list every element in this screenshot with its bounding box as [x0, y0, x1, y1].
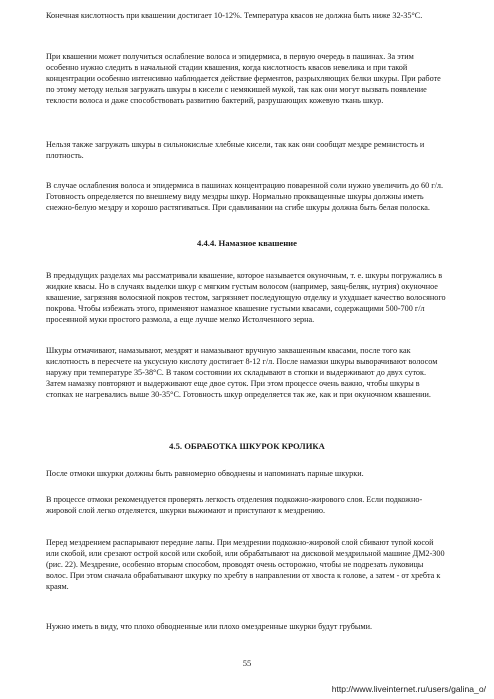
- watermark-url: http://www.liveinternet.ru/users/galina_o/: [331, 684, 486, 694]
- paragraph: При квашении может получиться ослабление волоса и эпидермиса, в первую очередь в пашинах. За этим особенно нужно следить в начальной стадии квашения, когда кислотность квасов невелика и при такой концентрации особенно интенсивно наблюдается действие ферментов, разрыхляющих белки шкуры. При работе по этому методу нельзя загружать шкуры в кисели с немякишей мукой, так как они могут вызвать появление теклости волоса и даже способствовать развитию бактерий, разрушающих кожевую ткань шкур.: [46, 52, 441, 106]
- paragraph: Нужно иметь в виду, что плохо обводненные или плохо омездренные шкурки будут грубыми.: [46, 622, 373, 632]
- paragraph: В случае ослабления волоса и эпидермиса в пашинах концентрацию поваренной соли нужно увеличить до 60 г/л. Готовность определяется по внешнему виду мездры шкур. Нормально прокващенные шкуры должны иметь снежно-белую мездру и хорошо растягиваться. При сдавливании на сгибе шкуры должна быть белая полоска.: [46, 181, 443, 213]
- paragraph: Шкуры отмачивают, намазывают, мездрят и намазывают вручную заквашенным квасами, после того как кислотность в пересчете на уксусную кислоту достигает 8-12 г/л. После намазки шкуры выворачивают волосом наружу при температуре 35-38°С. В таком состоянии их складывают в стопки и выдерживают до двух суток. Затем намазку повторяют и выдерживают еще двое суток. При этом процессе очень важно, чтобы шкуры в стопках не нагревались выше 30-35°С. Готовность шкур определяется так же, как и при окуночном квашении.: [46, 346, 438, 400]
- page-number: 55: [242, 658, 252, 668]
- paragraph: Перед мездрением распарывают передние лапы. При мездрении подкожно-жировой слой сбивают тупой косой или скобой, или срезают острой косой или скобой, или обрабатывают на дисковой мездрильной машине ДМ2-300 (рис. 22). Мездрение, особенно вторым способом, проводят очень осторожно, чтобы не подрезать луковицы волос. При этом сначала обрабатывают шкурку по хребту в направлении от хвоста к голове, а затем - от хребта к краям.: [46, 538, 445, 592]
- section-heading: 4.5. ОБРАБОТКА ШКУРОК КРОЛИКА: [169, 441, 325, 451]
- section-heading: 4.4.4. Намазное квашение: [197, 238, 297, 248]
- paragraph: В предыдущих разделах мы рассматривали квашение, которое называется окуночным, т. е. шкуры погружались в жидкие квасы. Но в случаях выделки шкур с мягким густым волосом (например, заяц-беляк, нутрия) окуночное квашение, загрязняя волосяной покров тестом, загрязняет последующую отделку и ухудшает качество волосяного покрова. Чтобы избежать этого, применяют намазное квашение густыми квасами, содержащими 500-700 г/л просеянной муки простого размола, а еще лучше мелко Истолченного зерна.: [46, 271, 446, 325]
- paragraph: В процессе отмоки рекомендуется проверять легкость отделения подкожно-жирового слоя. Если подкожно-жировой слой легко отделяется, шкурки выжимают и приступают к мездрению.: [46, 495, 423, 516]
- paragraph: После отмоки шкурки должны быть равномерно обводнены и напоминать парные шкурки.: [46, 469, 364, 479]
- paragraph: Конечная кислотность при квашении достигает 10-12%. Температура квасов не должна быть ниже 32-35°С.: [46, 11, 423, 21]
- paragraph: Нельзя также загружать шкуры в сильнокислые хлебные кисели, так как они сообщат мездре ремнистость и плотность.: [46, 140, 425, 161]
